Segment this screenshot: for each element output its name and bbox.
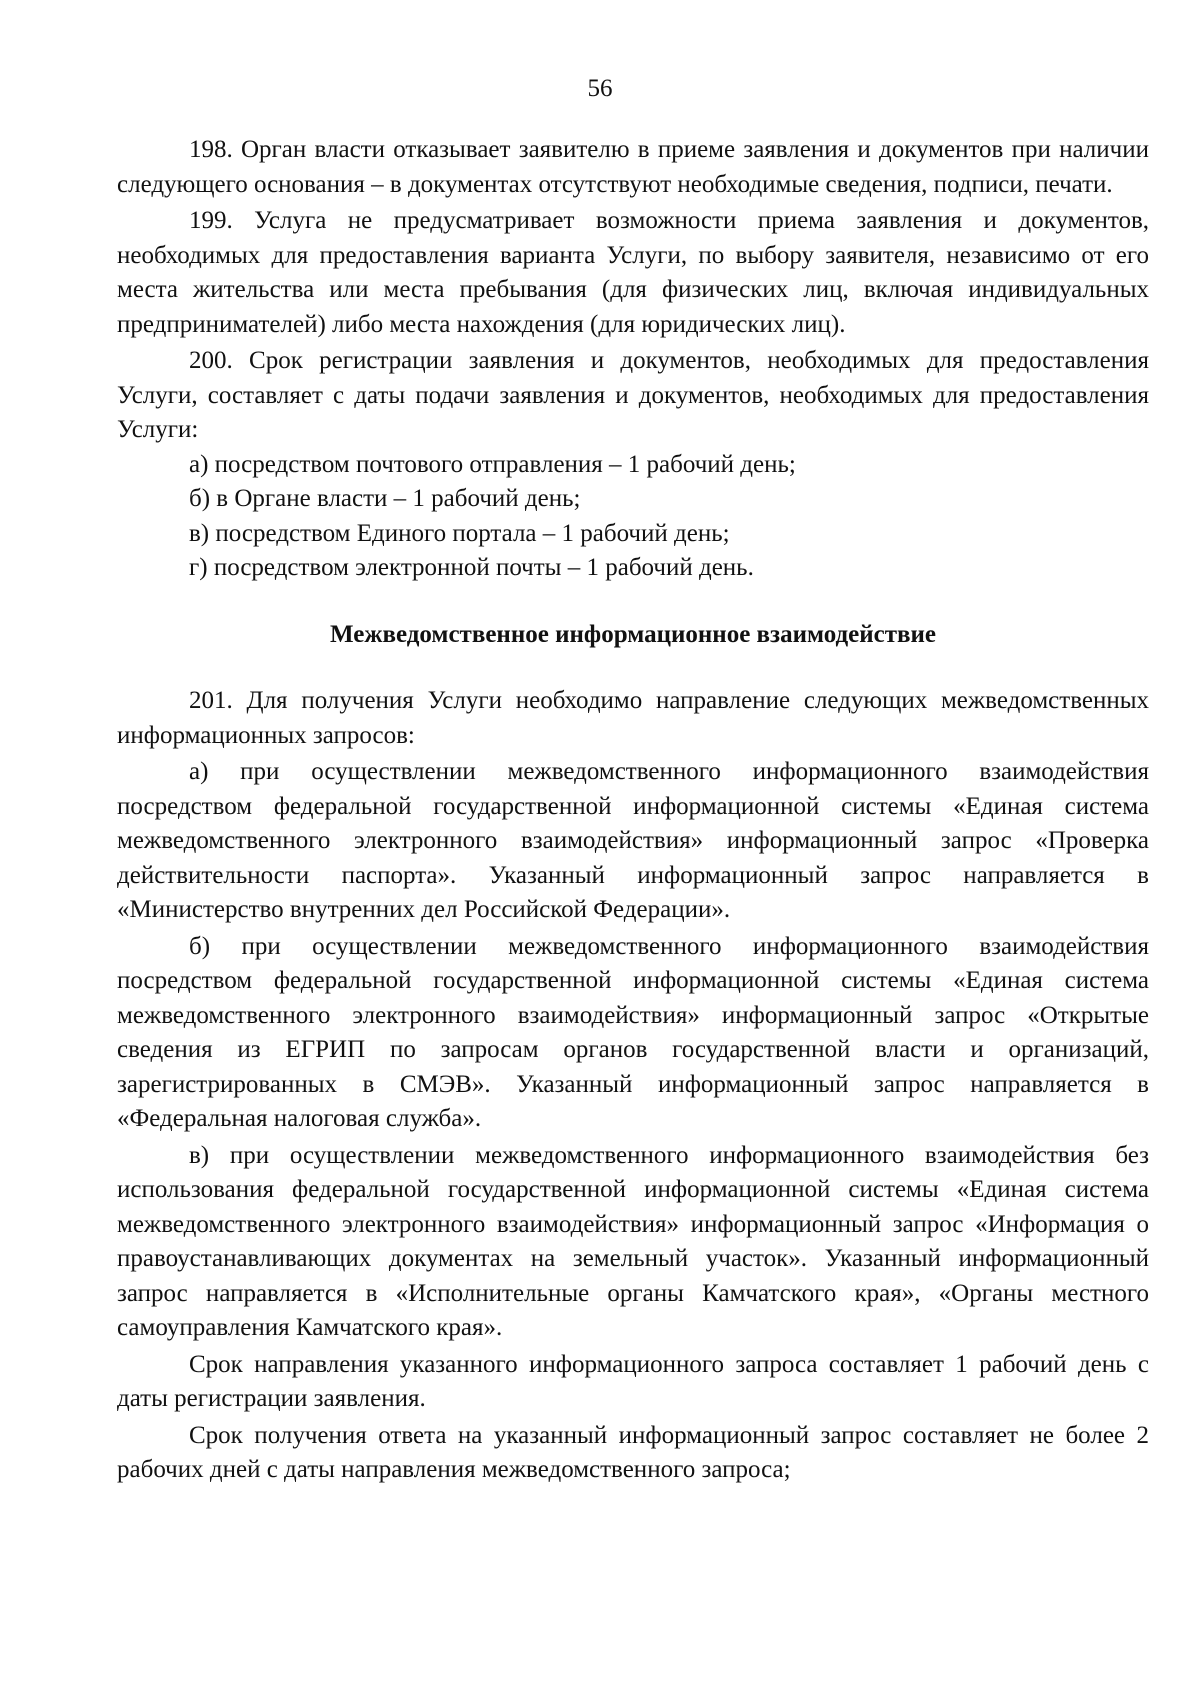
paragraph-request-term: Срок направления указанного информационного запроса составляет 1 рабочий день с даты регистрации заявления. bbox=[117, 1350, 1149, 1412]
paragraph-response-term: Срок получения ответа на указанный информационный запрос составляет не более 2 рабочих дней с даты направления межведомственного запроса; bbox=[117, 1421, 1149, 1483]
paragraph-201-v: в) при осуществлении межведомственного информационного взаимодействия без использования федеральной государственной информационной системы «Единая система межведомственного электронного взаимодействия» информационный запрос «Информация о правоустанавливающих документах на земельный участок». Указанный информационный запрос направляется в «Исполнительные органы Камчатского края», «Органы местного самоуправления Камчатского края». bbox=[117, 1141, 1149, 1341]
paragraph-201: 201. Для получения Услуги необходимо направление следующих межведомственных информационных запросов: bbox=[117, 687, 1149, 749]
document-body bbox=[117, 133, 1149, 1488]
paragraph-198: 198. Орган власти отказывает заявителю в приеме заявления и документов при наличии следующего основания – в документах отсутствуют необходимые сведения, подписи, печати. bbox=[117, 136, 1149, 198]
paragraph-201-a: а) при осуществлении межведомственного информационного взаимодействия посредством федеральной государственной информационной системы «Единая система межведомственного электронного взаимодействия» информационный запрос «Проверка действительности паспорта». Указанный информационный запрос направляется в «Министерство внутренних дел Российской Федерации». bbox=[117, 758, 1149, 923]
paragraph-201-b: б) при осуществлении межведомственного информационного взаимодействия посредством федеральной государственной информационной системы «Единая система межведомственного электронного взаимодействия» информационный запрос «Открытые сведения из ЕГРИП по запросам органов государственной власти и организаций, зарегистрированных в СМЭВ». Указанный информационный запрос направляется в «Федеральная налоговая служба». bbox=[117, 932, 1149, 1132]
section-heading: Межведомственное информационное взаимодействие bbox=[330, 620, 936, 648]
list-item-g: г) посредством электронной почты – 1 рабочий день. bbox=[189, 554, 754, 581]
list-item-b: б) в Органе власти – 1 рабочий день; bbox=[189, 485, 581, 512]
list-item-v: в) посредством Единого портала – 1 рабочий день; bbox=[189, 519, 730, 547]
paragraph-200: 200. Срок регистрации заявления и документов, необходимых для предоставления Услуги, составляет с даты подачи заявления и документов, необходимых для предоставления Услуги: bbox=[117, 347, 1149, 443]
page-number: 56 bbox=[587, 75, 613, 102]
list-item-a: а) посредством почтового отправления – 1 рабочий день; bbox=[189, 450, 796, 478]
paragraph-199: 199. Услуга не предусматривает возможности приема заявления и документов, необходимых для предоставления варианта Услуги, по выбору заявителя, независимо от его места жительства или места пребывания (для физических лиц, включая индивидуальных предпринимателей) либо места нахождения (для юридических лиц). bbox=[117, 207, 1149, 338]
